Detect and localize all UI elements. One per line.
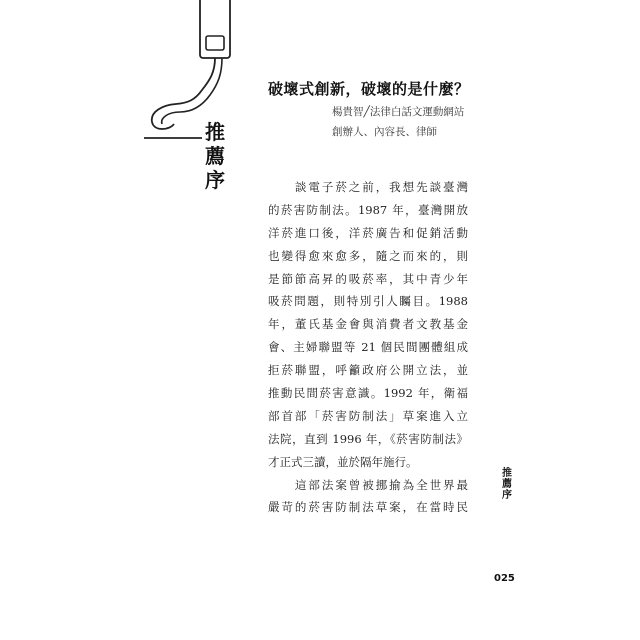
body-line: 部首部「菸害防制法」草案進入立 — [268, 408, 468, 423]
body-paragraphs — [268, 176, 468, 519]
side-tab-char: 推 — [502, 468, 512, 479]
body-line: 是節節高昇的吸菸率，其中青少年 — [268, 271, 468, 286]
page-number: 025 — [494, 573, 515, 584]
byline-line: 楊貴智╱法律白話文運動網站 — [332, 106, 465, 118]
body-line: 才正式三讀，並於隔年施行。 — [268, 454, 418, 469]
section-label-char: 推 — [205, 120, 225, 144]
body-line: 這部法案曾被挪揄為全世界最 — [268, 477, 468, 492]
body-line: 也變得愈來愈多，隨之而來的，則 — [268, 248, 468, 263]
body-line: 拒菸聯盟，呼籲政府公開立法，並 — [268, 363, 468, 378]
body-line: 洋菸進口後，洋菸廣告和促銷活動 — [268, 225, 468, 240]
body-line: 的菸害防制法。1987 年，臺灣開放 — [268, 202, 468, 217]
body-line: 法院，直到 1996 年，《菸害防制法》 — [268, 431, 468, 446]
section-label-char: 薦 — [205, 144, 225, 168]
body-line: 吸菸問題，則特別引人矚目。1988 — [268, 294, 468, 309]
body-line: 會、主婦聯盟等 21 個民間團體組成 — [268, 340, 468, 355]
section-label-vertical — [203, 120, 227, 192]
chapter-title: 破壞式創新，破壞的是什麼？ — [268, 80, 470, 98]
side-tab-char: 序 — [502, 490, 512, 501]
body-line: 年，董氏基金會與消費者文教基金 — [268, 317, 468, 332]
author-byline — [332, 102, 464, 142]
section-label-char: 序 — [205, 168, 225, 192]
body-line: 談電子菸之前，我想先談臺灣 — [268, 180, 468, 194]
side-tab-vertical — [500, 468, 514, 501]
body-line: 推動民間菸害意識。1992 年，衛福 — [268, 386, 468, 401]
body-line: 嚴苛的菸害防制法草案，在當時民 — [268, 500, 468, 515]
side-tab-char: 薦 — [502, 479, 512, 490]
byline-line: 創辦人、內容長、律師 — [332, 126, 437, 138]
